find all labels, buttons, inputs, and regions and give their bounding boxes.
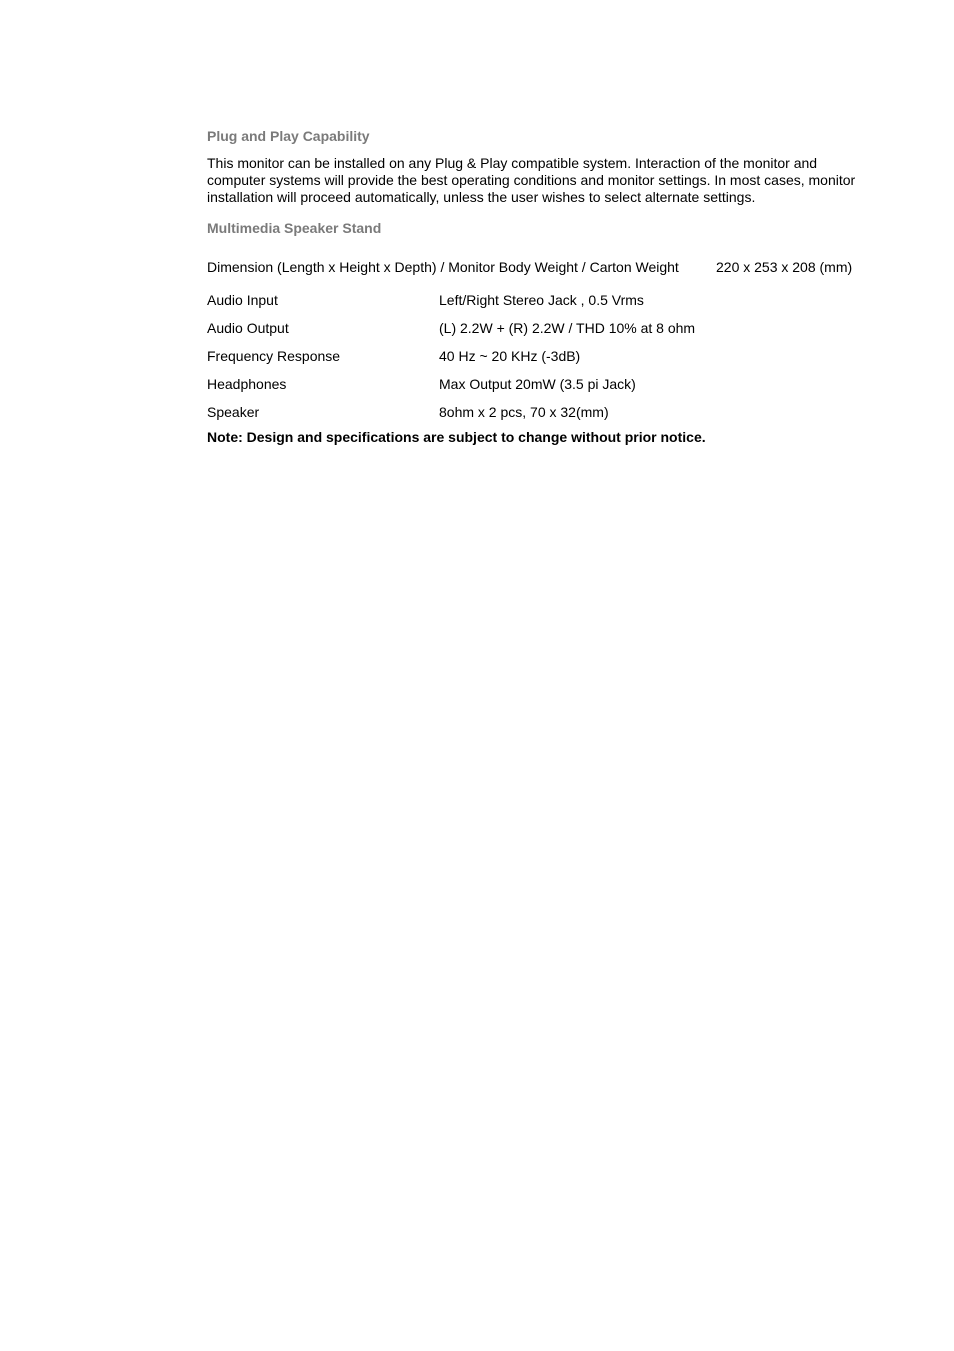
spec-label-frequency-response: Frequency Response (207, 347, 341, 364)
spec-value-speaker: 8ohm x 2 pcs, 70 x 32(mm) (439, 403, 609, 420)
plug-and-play-heading: Plug and Play Capability (207, 128, 370, 144)
specification-note: Note: Design and specifications are subject to change without prior notice. (207, 429, 706, 445)
table-row (207, 342, 867, 370)
table-row (207, 248, 867, 286)
table-row (207, 314, 867, 342)
table-row (207, 398, 867, 426)
spec-label-audio-input: Audio Input (207, 291, 278, 308)
spec-value-audio-input: Left/Right Stereo Jack , 0.5 Vrms (439, 291, 644, 308)
dimension-label: Dimension (Length x Height x Depth) / Monitor Body Weight / Carton Weight (207, 258, 679, 275)
spec-value-audio-output: (L) 2.2W + (R) 2.2W / THD 10% at 8 ohm (439, 319, 696, 336)
spec-label-speaker: Speaker (207, 403, 260, 420)
dimension-value: 220 x 253 x 208 (mm) (716, 258, 853, 275)
spec-table (207, 286, 867, 426)
plug-and-play-paragraph: This monitor can be installed on any Plug & Play compatible system. Interaction of the monitor and computer systems will provide the best operating conditions and monitor settings. In most cases, monitor installation will proceed automatically, unless the user wishes to select alternate settings. (207, 155, 856, 205)
document-content (207, 127, 867, 446)
spec-label-audio-output: Audio Output (207, 319, 289, 336)
speaker-stand-heading: Multimedia Speaker Stand (207, 220, 382, 236)
table-row (207, 370, 867, 398)
spec-value-frequency-response: 40 Hz ~ 20 KHz (-3dB) (439, 347, 581, 364)
spec-label-headphones: Headphones (207, 375, 287, 392)
dimension-table (207, 248, 867, 286)
table-row (207, 286, 867, 314)
spec-value-headphones: Max Output 20mW (3.5 pi Jack) (439, 375, 636, 392)
